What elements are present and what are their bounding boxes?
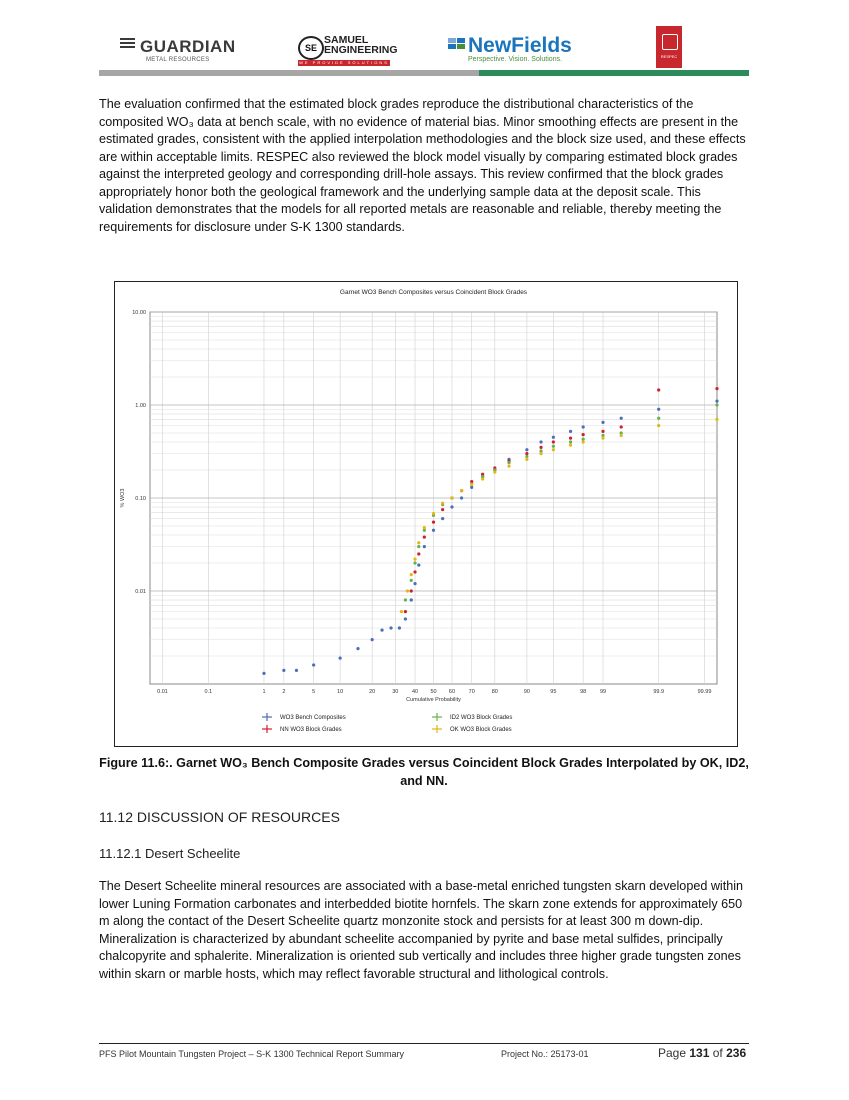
- page-header: [100, 26, 750, 76]
- data-point: [569, 430, 572, 433]
- x-tick-label: 70: [468, 689, 475, 695]
- x-tick-label: 90: [523, 689, 530, 695]
- data-point: [282, 669, 285, 672]
- data-point: [601, 421, 604, 424]
- x-tick-label: 80: [491, 689, 498, 695]
- data-point: [413, 570, 416, 573]
- data-point: [441, 508, 444, 511]
- samuel-logo-line1: SAMUEL: [324, 34, 369, 46]
- data-point: [525, 452, 528, 455]
- data-point: [552, 445, 555, 448]
- newfields-squares-icon: [448, 38, 466, 50]
- body-paragraph-1: The evaluation confirmed that the estimated block grades reproduce the distributional characteristics of the composited WO₃ data at bench scale, with no evidence of material bias. Minor smoothing effects are present in the estimated grades, consistent with the applied interpolation methodologies and the block size used, and these effects are within acceptable limits. RESPEC also reviewed the block model visually by comparing estimated block grades against the interpreted geology and corresponding drill-hole assays. This review confirmed that the block grades appropriately honor both the geological framework and the underlying sample data at the deposit scale. This validation demonstrates that the models for all reported metals are reasonable and reliable, thereby meeting the requirements for disclosure under S-K 1300 standards.: [99, 97, 746, 234]
- x-tick-label: 0.1: [204, 689, 213, 695]
- x-tick-label: 60: [448, 689, 456, 695]
- data-point: [432, 521, 435, 524]
- data-point: [552, 440, 555, 443]
- data-point: [601, 430, 604, 433]
- x-tick-label: 5: [312, 689, 316, 695]
- data-point: [371, 638, 374, 641]
- page-total: 236: [726, 1046, 747, 1060]
- newfields-logo-text: NewFields: [468, 34, 572, 57]
- footer-page-number: [658, 1046, 746, 1060]
- x-tick-label: 20: [369, 689, 376, 695]
- footer-project-number: Project No.: 25173-01: [501, 1049, 589, 1059]
- data-point: [460, 489, 463, 492]
- x-tick-label: 30: [392, 689, 399, 695]
- data-point: [339, 656, 342, 659]
- data-point: [582, 433, 585, 436]
- data-point: [295, 669, 298, 672]
- guardian-logo-text: GUARDIAN: [140, 37, 236, 56]
- data-point: [470, 483, 473, 486]
- data-point: [356, 647, 359, 650]
- data-point: [441, 502, 444, 505]
- data-point: [460, 496, 463, 499]
- data-point: [657, 424, 660, 427]
- x-tick-label: 0.01: [157, 689, 168, 695]
- data-point: [410, 573, 413, 576]
- data-point: [450, 505, 453, 508]
- data-point: [525, 455, 528, 458]
- data-point: [539, 452, 542, 455]
- data-point: [493, 470, 496, 473]
- se-circle-icon: SE: [298, 36, 324, 60]
- x-tick-label: 10: [337, 689, 344, 695]
- data-point: [410, 579, 413, 582]
- data-point: [404, 610, 407, 613]
- data-point: [715, 387, 718, 390]
- data-point: [620, 425, 623, 428]
- data-point: [552, 436, 555, 439]
- data-point: [601, 437, 604, 440]
- data-point: [715, 403, 718, 406]
- data-point: [413, 561, 416, 564]
- data-point: [569, 444, 572, 447]
- footer-divider: [99, 1043, 749, 1044]
- subsection-heading: 11.12.1 Desert Scheelite: [99, 846, 241, 861]
- section-heading: 11.12 DISCUSSION OF RESOURCES: [99, 809, 340, 825]
- data-point: [417, 545, 420, 548]
- x-tick-label: 2: [282, 689, 286, 695]
- respec-mark-icon: [662, 34, 678, 50]
- data-point: [262, 672, 265, 675]
- data-point: [312, 663, 315, 666]
- newfields-logo-tagline: Perspective. Vision. Solutions.: [468, 56, 563, 63]
- data-point: [507, 461, 510, 464]
- x-tick-label: 1: [262, 689, 266, 695]
- data-point: [417, 552, 420, 555]
- data-point: [441, 517, 444, 520]
- page-current: 131: [689, 1046, 710, 1060]
- data-point: [413, 582, 416, 585]
- data-point: [423, 545, 426, 548]
- data-point: [413, 558, 416, 561]
- data-point: [657, 388, 660, 391]
- x-tick-label: 40: [411, 689, 419, 695]
- data-point: [400, 610, 403, 613]
- data-point: [470, 480, 473, 483]
- y-axis-label: % WO3: [120, 488, 126, 508]
- data-point: [620, 417, 623, 420]
- data-point: [582, 440, 585, 443]
- legend-label: WO3 Bench Composites: [280, 715, 346, 721]
- data-point: [525, 448, 528, 451]
- data-point: [539, 440, 542, 443]
- figure-chart: [114, 281, 738, 747]
- data-point: [417, 563, 420, 566]
- x-axis-label: Cumulative Probability: [406, 697, 461, 703]
- y-tick-label: 1.00: [135, 403, 146, 409]
- y-tick-label: 0.01: [135, 589, 146, 595]
- data-point: [715, 418, 718, 421]
- data-point: [450, 496, 453, 499]
- body-paragraph-2: The Desert Scheelite mineral resources are associated with a base-metal enriched tungsten skarn developed within lower Luning Formation carbonates and interbedded biotite hornfels. The skarn zone extends for approximately 650 m along the contact of the Desert Scheelite quartz monzonite stock and persists for at least 300 m down-dip. Mineralization is characterized by abundant scheelite accompanied by pyrite and base metal sulfides, principally chalcopyrite and sphalerite. Mineralization is oriented sub vertically and includes three higher grade tungsten zones within skarn or marble hosts, which may reflect favorable structural and lithological controls.: [99, 879, 744, 981]
- x-tick-label: 50: [430, 689, 437, 695]
- page-word: Page: [658, 1046, 687, 1060]
- data-point: [620, 434, 623, 437]
- data-point: [398, 626, 401, 629]
- header-divider: [99, 70, 749, 76]
- data-point: [410, 589, 413, 592]
- probability-plot: [115, 282, 737, 746]
- header-divider-grey: [99, 70, 479, 76]
- respec-logo: [656, 26, 682, 68]
- data-point: [432, 529, 435, 532]
- header-divider-green: [479, 70, 749, 76]
- data-point: [404, 617, 407, 620]
- samuel-logo-line2: ENGINEERING: [324, 44, 398, 56]
- x-tick-label: 99.99: [697, 689, 712, 695]
- data-point: [406, 589, 409, 592]
- figure-caption: Figure 11.6:. Garnet WO₃ Bench Composite Grades versus Coincident Block Grades Interpolated by OK, ID2, and NN.: [99, 756, 749, 788]
- legend-label: NN WO3 Block Grades: [280, 727, 342, 733]
- footer-report-title: PFS Pilot Mountain Tungsten Project – S-K 1300 Technical Report Summary: [99, 1049, 404, 1059]
- data-point: [481, 477, 484, 480]
- menu-lines-icon: [120, 36, 135, 50]
- data-point: [507, 465, 510, 468]
- data-point: [552, 448, 555, 451]
- data-point: [423, 535, 426, 538]
- guardian-logo: [120, 36, 236, 63]
- x-tick-label: 95: [550, 689, 557, 695]
- page-of-word: of: [712, 1046, 723, 1060]
- data-point: [380, 628, 383, 631]
- data-point: [404, 598, 407, 601]
- data-point: [657, 408, 660, 411]
- x-tick-label: 99: [599, 689, 607, 695]
- data-point: [410, 598, 413, 601]
- x-tick-label: 98: [580, 689, 587, 695]
- data-point: [470, 486, 473, 489]
- data-point: [569, 440, 572, 443]
- data-point: [389, 626, 392, 629]
- guardian-logo-subtitle: METAL RESOURCES: [146, 57, 210, 63]
- legend-label: ID2 WO3 Block Grades: [450, 715, 513, 721]
- data-point: [417, 541, 420, 544]
- samuel-logo-text: [324, 35, 398, 55]
- data-point: [715, 400, 718, 403]
- data-point: [569, 437, 572, 440]
- data-point: [582, 437, 585, 440]
- samuel-logo-tagline: WE PROVIDE SOLUTIONS: [299, 60, 389, 65]
- data-point: [657, 417, 660, 420]
- y-tick-label: 0.10: [135, 496, 146, 502]
- data-point: [539, 446, 542, 449]
- data-point: [423, 526, 426, 529]
- data-point: [432, 512, 435, 515]
- y-tick-label: 10.00: [132, 310, 146, 316]
- data-point: [582, 425, 585, 428]
- chart-title: Garnet WO3 Bench Composites versus Coincident Block Grades: [339, 289, 528, 296]
- x-tick-label: 99.9: [653, 689, 665, 695]
- data-point: [525, 458, 528, 461]
- legend-label: OK WO3 Block Grades: [450, 727, 512, 733]
- respec-logo-text: RESPEC: [660, 54, 678, 59]
